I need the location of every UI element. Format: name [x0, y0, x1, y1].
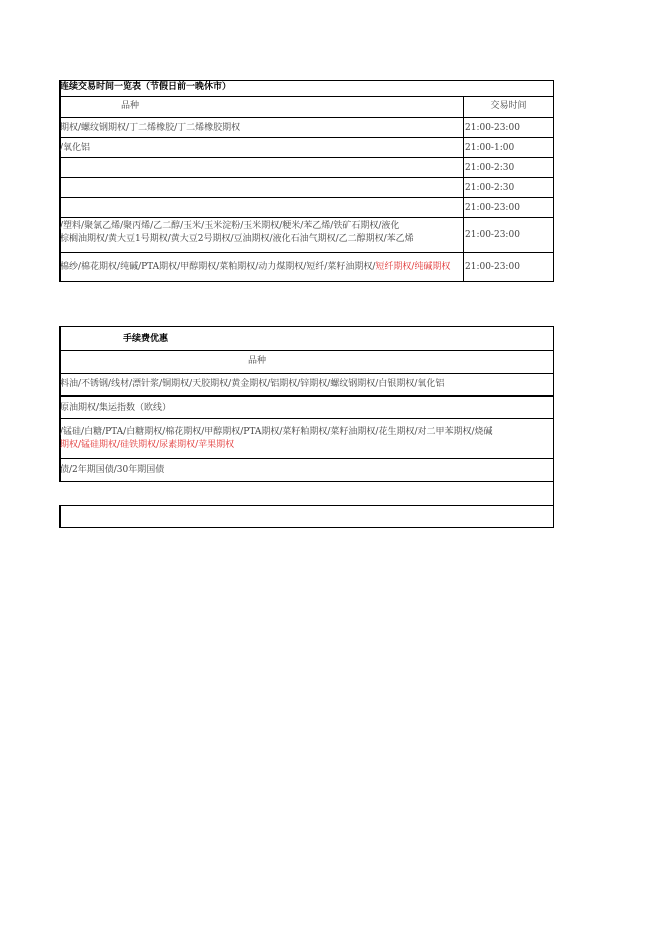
table-row: 债/2年期国债/30年期国债 — [60, 465, 165, 475]
table-row-time: 21:00-1:00 — [465, 143, 515, 153]
header-time: 交易时间 — [490, 101, 527, 111]
table-row-time: 21:00-2:30 — [465, 183, 515, 193]
table-row-variety: /氧化铝 — [60, 143, 91, 153]
table-row: 原油期权/集运指数（欧线） — [60, 403, 172, 413]
table-row-variety-line2: 棕榈油期权/黄大豆1号期权/黄大豆2号期权/豆油期权/液化石油气期权/乙二醇期权/苯乙烯 — [60, 234, 414, 244]
table-row-time: 21:00-23:00 — [465, 203, 520, 213]
header-variety: 品种 — [120, 101, 139, 111]
table-row-time: 21:00-2:30 — [465, 163, 515, 173]
header-variety: 品种 — [248, 356, 267, 366]
table-title: 手续费优惠 — [123, 334, 169, 344]
table-row-variety — [60, 261, 450, 273]
table-row: 料油/不锈钢/线材/漂针浆/铜期权/天胶期权/黄金期权/铝期权/锌期权/螺纹钢期权/白银期权/氧化铝 — [60, 379, 445, 389]
table-row-time: 21:00-23:00 — [465, 230, 520, 240]
table-row-variety: 期权/螺纹钢期权/丁二烯橡胶/丁二烯橡胶期权 — [60, 123, 241, 133]
variety-text: 棉纱/棉花期权/纯碱/PTA期权/甲醇期权/菜粕期权/动力煤期权/短纤/菜籽油期权/ — [60, 262, 376, 272]
table-title: 连续交易时间一览表（节假日前一晚休市） — [60, 82, 232, 92]
table-row-empty — [59, 505, 554, 528]
table-row-time: 21:00-23:00 — [465, 262, 520, 272]
variety-text-highlight: 短纤期权/纯碱期权 — [375, 262, 451, 272]
table-row: /锰硅/白糖/PTA/白糖期权/棉花期权/甲醇期权/PTA期权/菜籽粕期权/菜籽油期权/花生期权/对二甲苯期权/烧碱 — [60, 427, 493, 437]
table-row-time: 21:00-23:00 — [465, 123, 520, 133]
table-row-variety: /塑料/聚氯乙烯/聚丙烯/乙二醇/玉米/玉米淀粉/玉米期权/粳米/苯乙烯/铁矿石期权/液化 — [60, 221, 400, 231]
table-row-highlight: 期权/锰硅期权/硅铁期权/尿素期权/苹果期权 — [60, 440, 235, 450]
